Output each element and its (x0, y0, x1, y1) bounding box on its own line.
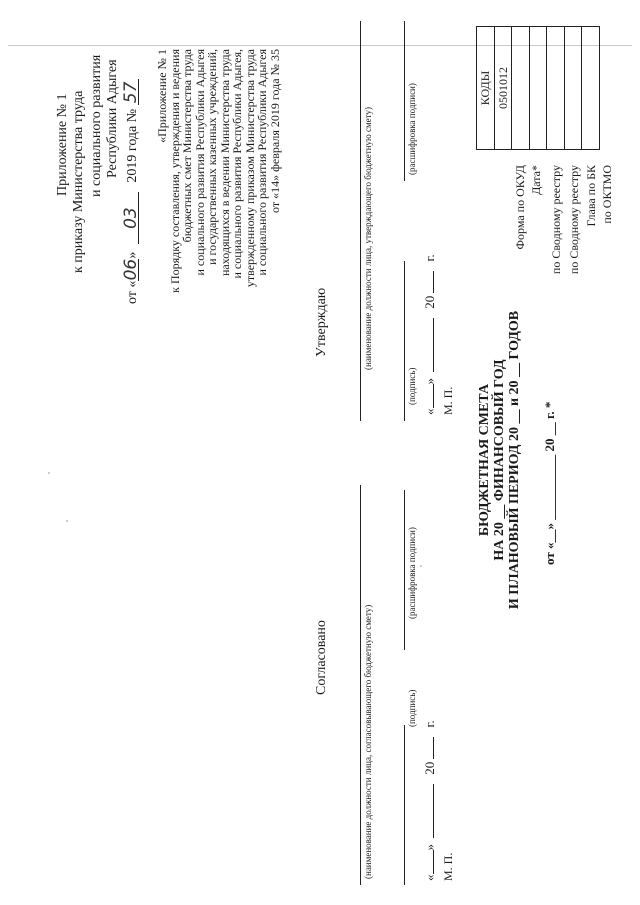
order-quote-line: к Порядку составления, утверждения и ведения (167, 49, 182, 293)
approve-date-open: « (422, 408, 437, 415)
codes-label-bk: Глава по БК (584, 165, 598, 227)
agreed-date-g: г. (422, 720, 437, 728)
appendix-line-2: к приказу Министерства труда (71, 90, 86, 273)
appendix-month: 03 (124, 192, 139, 244)
order-quote-line: и социального развития Республики Адыгея (255, 49, 269, 276)
codes-okud-value: 0501012 (494, 27, 512, 150)
agreed-stamp: М. П. (441, 852, 455, 881)
agreed-date (423, 720, 437, 881)
order-quote-line: и социального развития Республики Адыгея, (230, 49, 244, 279)
approve-signature-caption: (подпись) (407, 367, 417, 405)
order-quote (156, 49, 281, 425)
codes-cell-registry-2 (547, 27, 565, 150)
appendix-year-text: 2019 года № (125, 108, 140, 183)
agreed-heading: Согласовано (314, 620, 329, 695)
codes-cell-oktmo (582, 27, 600, 150)
codes-label-date: Дата* (529, 165, 543, 195)
agreed-position-caption: (наименование должности лица, согласовывающего бюджетную смету) (363, 604, 373, 879)
document-title (477, 305, 522, 615)
agreed-signature-caption: (подпись) (407, 689, 417, 727)
title-line-3: И ПЛАНОВЫЙ ПЕРИОД 20 __ и 20 __ ГОДОВ (507, 310, 522, 610)
codes-header: КОДЫ (477, 27, 495, 150)
order-quote-line: «Приложение № 1 (155, 49, 169, 143)
codes-label-oktmo: по ОКТМО (600, 165, 614, 224)
order-quote-line: утвержденному приказом Министерства труда (242, 49, 257, 288)
appendix-date-line (121, 79, 141, 304)
title-date-line: от «__» __________ 20 __ г. * (542, 401, 557, 565)
appendix-number: 57 (124, 79, 139, 105)
order-quote-line: бюджетных смет Министерства труда (180, 49, 194, 243)
approve-decode-line (404, 21, 405, 181)
approve-date-close: » (422, 378, 437, 385)
approve-position-caption: (наименование должности лица, утверждающего бюджетную смету) (363, 107, 373, 370)
codes-table (476, 26, 600, 150)
agreed-position-line (360, 485, 361, 885)
codes-label-registry-1: по Сводному реестру (549, 165, 563, 275)
order-quote-line: и социального развития Республики Адыгея (192, 49, 207, 276)
title-line-1: БЮДЖЕТНАЯ СМЕТА (477, 383, 492, 537)
order-quote-line: от «14» февраля 2019 года № 35 (267, 49, 282, 213)
approve-position-line (360, 21, 361, 421)
appendix-day: 06 (121, 258, 141, 281)
order-quote-line: и государственных казенных учреждений, (205, 49, 219, 265)
codes-cell-bk (564, 27, 582, 150)
appendix-date-prefix: от « (125, 280, 140, 304)
approve-stamp: М. П. (441, 386, 455, 415)
agreed-signature-line (404, 725, 405, 885)
agreed-decode-caption: (расшифровка подписи) (407, 527, 417, 619)
order-quote-line: находящихся в ведении Министерства труда (217, 49, 232, 277)
approve-date-g: г. (422, 254, 437, 262)
approve-signature-line (404, 261, 405, 421)
agreed-decode-line (404, 490, 405, 650)
codes-cell-date (512, 27, 530, 150)
title-line-2: НА 20 __ ФИНАНСОВЫЙ ГОД (492, 359, 507, 561)
approve-date (423, 254, 437, 415)
approve-date-year: 20 (422, 295, 437, 309)
appendix-line-1: Приложение № 1 (55, 93, 70, 196)
agreed-date-open: « (422, 874, 437, 881)
codes-cell-registry-1 (529, 27, 547, 150)
agreed-date-close: » (422, 844, 437, 851)
codes-label-registry-2: по Сводному реестру (567, 165, 581, 275)
codes-label-okud: Форма по ОКУД (513, 165, 527, 250)
appendix-line-3: и социального развития (89, 54, 104, 197)
approve-heading: Утверждаю (314, 287, 329, 357)
approve-decode-caption: (расшифровка подписи) (407, 83, 417, 175)
appendix-line-4: Республики Адыгея (105, 59, 120, 178)
agreed-date-year: 20 (422, 761, 437, 775)
appendix-date-mid: » (125, 251, 140, 259)
